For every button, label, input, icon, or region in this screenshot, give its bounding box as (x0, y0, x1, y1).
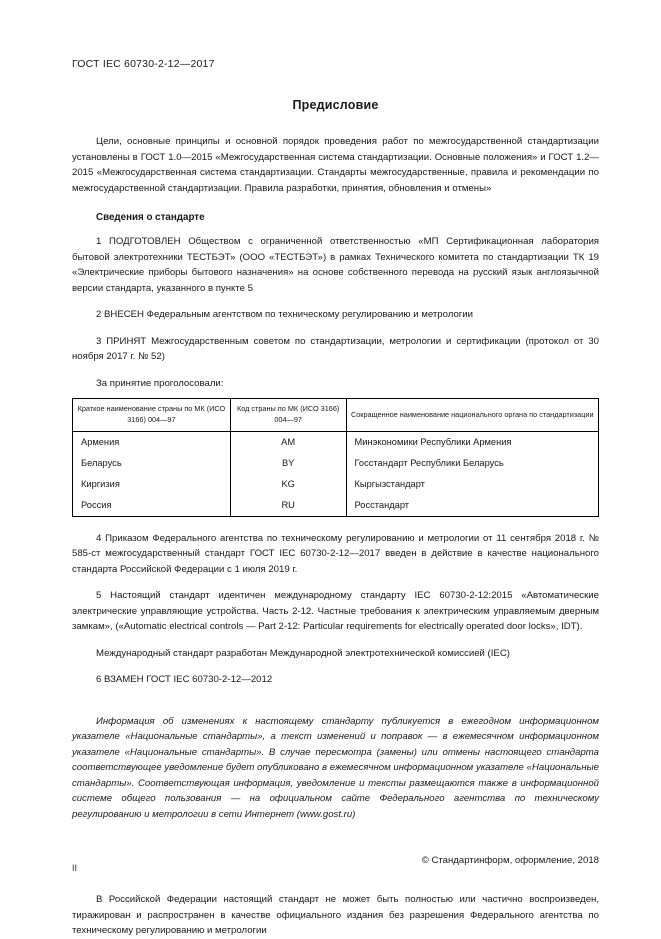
cell-national-body: Кыргызстандарт (346, 474, 598, 495)
table-header-national-body: Сокращенное наименование национального органа по стандартизации (346, 399, 598, 431)
cell-country-code: KG (230, 474, 346, 495)
cell-country-name: Армения (73, 431, 231, 453)
cell-country-code: BY (230, 453, 346, 474)
vote-line: За принятие проголосовали: (96, 377, 224, 389)
clause-2: 2 ВНЕСЕН Федеральным агентством по техническому регулированию и метрологии (96, 309, 474, 321)
page-title: Предисловие (292, 98, 379, 112)
copyright-line: © Стандартинформ, оформление, 2018 (421, 854, 599, 866)
cell-country-name: Киргизия (73, 474, 231, 495)
page-header-standard-code: ГОСТ IEC 60730-2-12—2017 (72, 58, 215, 70)
cell-national-body: Минэкономики Республики Армения (346, 431, 598, 453)
clause-4: 4 Приказом Федерального агентства по техническому регулированию и метрологии от 11 сентября 2018 г. № 585-ст межгосударственный стандарт ГОСТ IEC 60730-2-12—2017 введен в действие в качестве национального стандарта Российской Федерации с 1 июля 2019 г. (72, 532, 599, 575)
clause-6: 6 ВЗАМЕН ГОСТ IEC 60730-2-12—2012 (96, 674, 273, 686)
table-header-country-code: Код страны по МК (ИСО 3166) 004—97 (230, 399, 346, 431)
table-row (73, 453, 599, 474)
clause-3: 3 ПРИНЯТ Межгосударственным советом по стандартизации, метрологии и сертификации (протокол от 30 ноября 2017 г. № 52) (72, 335, 599, 363)
countries-table (72, 398, 599, 516)
page-number: II (72, 863, 78, 873)
intro-paragraph: Цели, основные принципы и основной порядок проведения работ по межгосударственной стандартизации установлены в ГОСТ 1.0—2015 «Межгосударственная система стандартизации. Основные положения» и ГОСТ 1.2—2015 «Межгосударственная система стандартизации. Стандарты межгосударственные, правила и рекомендации по межгосударственной стандартизации. Правила разработки, принятия, обновления и отмены» (72, 136, 599, 194)
table-row (73, 495, 599, 517)
amendment-information-note: Информация об изменениях к настоящему стандарту публикуется в ежегодном информационном указателе «Национальные стандарты», а текст изменений и поправок — в ежемесячном информационном указателе «Национальные стандарты». В случае пересмотра (замены) или отмены настоящего стандарта соответствующее уведомление будет опубликовано в ежемесячном информационном указателе «Национальные стандарты». Соответствующая информация, уведомление и тексты размещаются также в информационной системе общего пользования — на официальном сайте Федерального агентства по техническому регулированию и метрологии в сети Интернет (www.gost.ru) (72, 715, 599, 820)
cell-national-body: Росстандарт (346, 495, 598, 517)
clause-5: 5 Настоящий стандарт идентичен международному стандарту IEC 60730-2-12:2015 «Автоматические электрические управляющие устройства. Часть 2-12. Частные требования к электрическим управляемым дверным замкам», («Automatic electrical controls — Part 2-12: Particular requirements for electrically operated door locks», IDT). (72, 590, 599, 633)
cell-country-name: Россия (73, 495, 231, 517)
section-heading-standard-info: Сведения о стандарте (96, 212, 205, 224)
cell-country-name: Беларусь (73, 453, 231, 474)
table-header-country-name: Краткое наименование страны по МК (ИСО 3166) 004—97 (73, 399, 231, 431)
table-row (73, 474, 599, 495)
cell-country-code: AM (230, 431, 346, 453)
clause-1: 1 ПОДГОТОВЛЕН Обществом с ограниченной ответственностью «МП Сертификационная лаборатория бытовой электротехники ТЕСТБЭТ» (ООО «ТЕСТБЭТ») в рамках Технического комитета по стандартизации ТК 19 «Электрические приборы бытового назначения» на основе собственного перевода на русский язык англоязычной версии стандарта, указанного в пункте 5 (72, 236, 599, 294)
cell-country-code: RU (230, 495, 346, 517)
cell-national-body: Госстандарт Республики Беларусь (346, 453, 598, 474)
reproduction-restriction-note: В Российской Федерации настоящий стандарт не может быть полностью или частично воспроизведен, тиражирован и распространен в качестве официального издания без разрешения Федерального агентства по техническому регулированию и метрологии (72, 894, 599, 937)
table-header-row (73, 399, 599, 431)
table-row (73, 431, 599, 453)
clause-5-note: Международный стандарт разработан Международной электротехнической комиссией (IEC) (96, 647, 510, 659)
